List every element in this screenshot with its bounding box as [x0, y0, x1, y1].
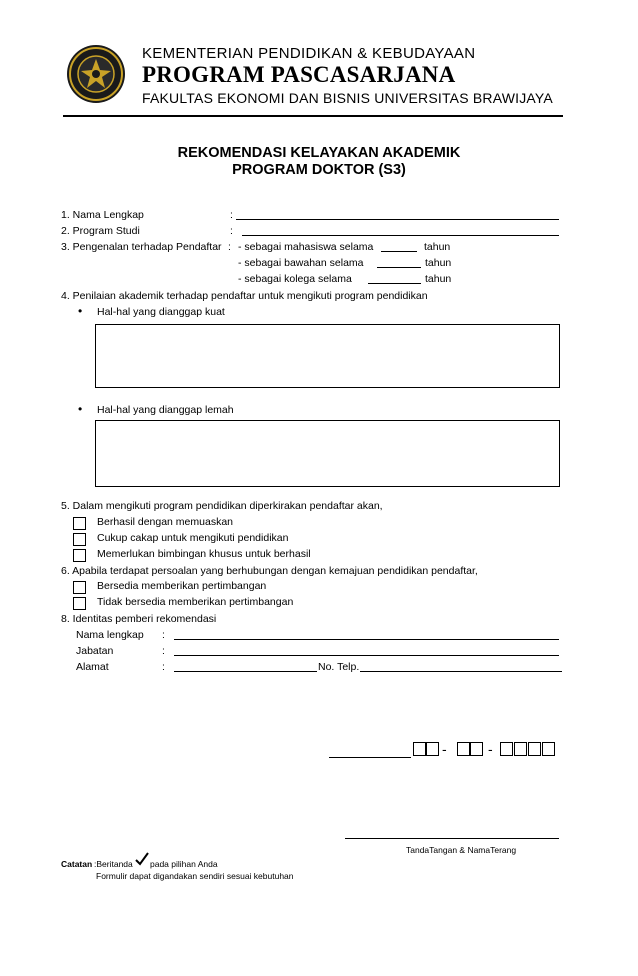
recommender-label: 8. Identitas pemberi rekomendasi	[61, 613, 217, 625]
recommender-position-field[interactable]	[174, 655, 559, 656]
bullet-icon: •	[78, 402, 83, 416]
years-unit: tahun	[424, 241, 451, 253]
ministry-name: KEMENTERIAN PENDIDIKAN & KEBUDAYAAN	[142, 45, 476, 62]
years-unit: tahun	[425, 273, 452, 285]
option-capable: Cukup cakap untuk mengikuti pendidikan	[97, 532, 289, 544]
date-day-box[interactable]	[413, 742, 426, 756]
checkbox-icon[interactable]	[73, 517, 86, 530]
phone-label: No. Telp.	[318, 661, 360, 673]
acquaintance-subordinate-label: - sebagai bawahan selama	[238, 257, 364, 269]
option-needs-guidance: Memerlukan bimbingan khusus untuk berhasil	[97, 548, 311, 560]
checkmark-icon	[135, 852, 149, 866]
signature-field[interactable]	[345, 838, 559, 839]
option-willing: Bersedia memberikan pertimbangan	[97, 580, 267, 592]
date-year-box[interactable]	[528, 742, 541, 756]
note-instruction-suffix: pada pilihan Anda	[150, 859, 218, 869]
note-label: Catatan	[61, 859, 93, 869]
expectation-label: 5. Dalam mengikuti program pendidikan diperkirakan pendaftar akan,	[61, 500, 383, 512]
strengths-textarea[interactable]	[95, 324, 560, 388]
bullet-icon: •	[78, 304, 83, 318]
date-month-box[interactable]	[457, 742, 470, 756]
colon: :	[230, 209, 233, 221]
note-copy: Formulir dapat digandakan sendiri sesuai kebutuhan	[96, 871, 294, 881]
colon: :	[162, 661, 165, 673]
student-years-field[interactable]	[381, 251, 417, 252]
header-divider	[63, 115, 563, 117]
date-year-box[interactable]	[514, 742, 527, 756]
option-satisfactory: Berhasil dengan memuaskan	[97, 516, 233, 528]
recommender-name-field[interactable]	[174, 639, 559, 640]
checkbox-icon[interactable]	[73, 581, 86, 594]
note-instruction: :Beritanda	[94, 859, 133, 869]
option-unwilling: Tidak bersedia memberikan pertimbangan	[97, 596, 294, 608]
consideration-label: 6. Apabila terdapat persoalan yang berhubungan dengan kemajuan pendidikan pendaftar,	[61, 565, 478, 577]
date-separator: -	[442, 741, 447, 757]
program-name: PROGRAM PASCASARJANA	[142, 62, 456, 87]
assessment-label: 4. Penilaian akademik terhadap pendaftar untuk mengikuti program pendidikan	[61, 290, 428, 302]
weaknesses-label: Hal-hal yang dianggap lemah	[97, 404, 234, 416]
name-field[interactable]	[236, 219, 559, 220]
phone-field[interactable]	[360, 671, 562, 672]
date-month-box[interactable]	[470, 742, 483, 756]
recommender-name-label: Nama lengkap	[76, 629, 144, 641]
faculty-name: FAKULTAS EKONOMI DAN BISNIS UNIVERSITAS BRAWIJAYA	[142, 90, 553, 106]
years-unit: tahun	[425, 257, 452, 269]
form-title: REKOMENDASI KELAYAKAN AKADEMIK	[177, 145, 461, 161]
colon: :	[228, 241, 231, 253]
study-program-field[interactable]	[242, 235, 559, 236]
strengths-label: Hal-hal yang dianggap kuat	[97, 306, 225, 318]
recommender-address-field[interactable]	[174, 671, 317, 672]
date-year-box[interactable]	[542, 742, 555, 756]
recommender-address-label: Alamat	[76, 661, 109, 673]
checkbox-icon[interactable]	[73, 597, 86, 610]
name-label: 1. Nama Lengkap	[61, 209, 144, 221]
study-program-label: 2. Program Studi	[61, 225, 140, 237]
recommender-position-label: Jabatan	[76, 645, 114, 657]
acquaintance-label: 3. Pengenalan terhadap Pendaftar	[61, 241, 222, 253]
acquaintance-colleague-label: - sebagai kolega selama	[238, 273, 352, 285]
signature-label: TandaTangan & NamaTerang	[406, 845, 517, 855]
date-day-box[interactable]	[426, 742, 439, 756]
weaknesses-textarea[interactable]	[95, 420, 560, 487]
place-field[interactable]	[329, 757, 411, 758]
colon: :	[162, 645, 165, 657]
colon: :	[162, 629, 165, 641]
form-subtitle: PROGRAM DOKTOR (S3)	[232, 162, 406, 178]
university-seal-icon	[66, 44, 126, 104]
subordinate-years-field[interactable]	[377, 267, 421, 268]
colon: :	[230, 225, 233, 237]
date-year-box[interactable]	[500, 742, 513, 756]
checkbox-icon[interactable]	[73, 533, 86, 546]
acquaintance-student-label: - sebagai mahasiswa selama	[238, 241, 374, 253]
date-separator: -	[488, 741, 493, 757]
colleague-years-field[interactable]	[368, 283, 421, 284]
checkbox-icon[interactable]	[73, 549, 86, 562]
